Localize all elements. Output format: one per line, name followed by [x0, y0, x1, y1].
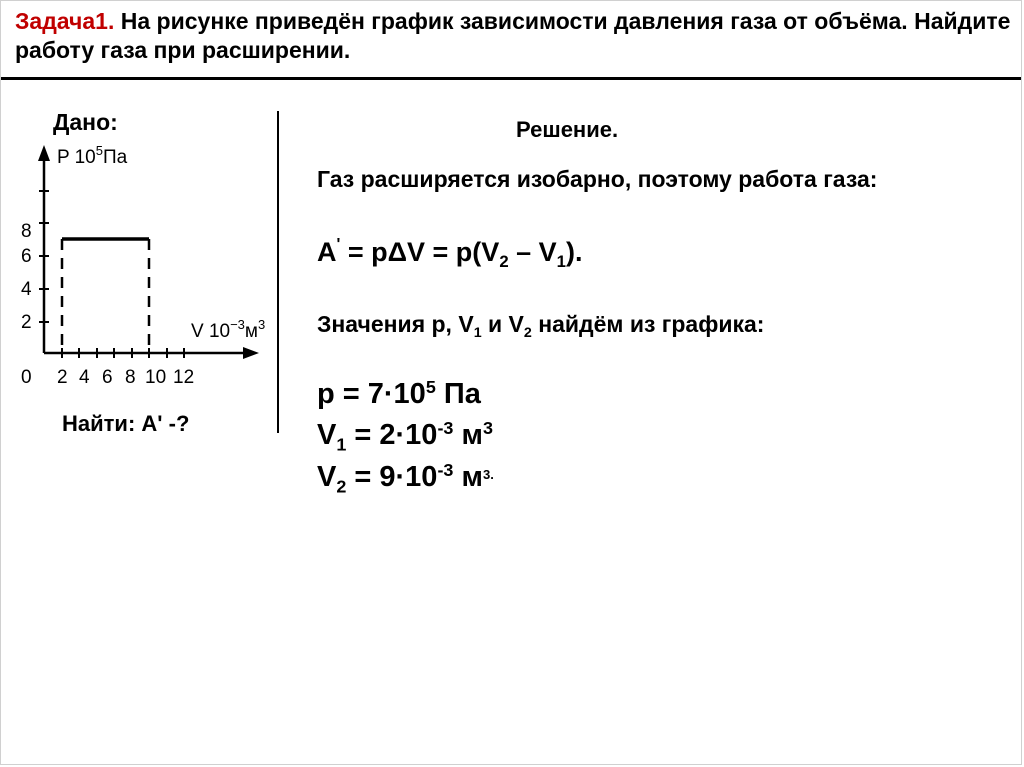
solution-title: Решение.	[516, 117, 619, 142]
x-tick-label: 2	[57, 367, 68, 388]
y-tick-label: 8	[21, 221, 32, 242]
y-tick-label: 6	[21, 246, 32, 267]
y-axis-title: P $10^5Па$	[57, 143, 128, 168]
pressure-value: $p = 7\cdot 10^5$ Па	[317, 377, 481, 410]
x-axis-arrow-icon	[243, 347, 259, 359]
v2-value: $V_2 = 9\cdot 10^{-3}$ $м^{3.}$	[317, 460, 494, 497]
x-tick-label: 8	[125, 367, 136, 388]
origin-label: 0	[21, 367, 32, 388]
y-tick-label: 4	[21, 279, 32, 300]
task-text: На рисунке приведён график зависимости давления газа от объёма. Найдите работу газа при расширении.	[15, 8, 1011, 63]
given-label: Дано:	[53, 109, 118, 135]
task-header	[1, 1, 1021, 80]
x-tick-label: 12	[173, 367, 195, 388]
y-tick-label: 2	[21, 312, 32, 333]
pv-graph	[11, 139, 273, 401]
x-tick-label: 4	[79, 367, 90, 388]
vertical-divider	[277, 111, 279, 433]
solution-line-values: Значения p, $V_1$ и $V_2$ найдём из графика:	[317, 311, 765, 341]
y-axis-arrow-icon	[38, 145, 50, 161]
work-formula: $А' = p\Delta V = p(V_2 - V_1)$.	[317, 235, 583, 271]
solution-line-isobaric: Газ расширяется изобарно, поэтому работа газа:	[317, 166, 878, 192]
v1-value: $V_1 = 2\cdot 10^{-3}$ $м^3$	[317, 418, 493, 455]
x-tick-label: 6	[102, 367, 113, 388]
x-axis-title: V $10^{-3}м^3$	[191, 317, 266, 342]
task-label: Задача1.	[15, 8, 115, 34]
x-tick-label: 10	[145, 367, 167, 388]
find-label: Найти: А' -?	[62, 411, 190, 436]
